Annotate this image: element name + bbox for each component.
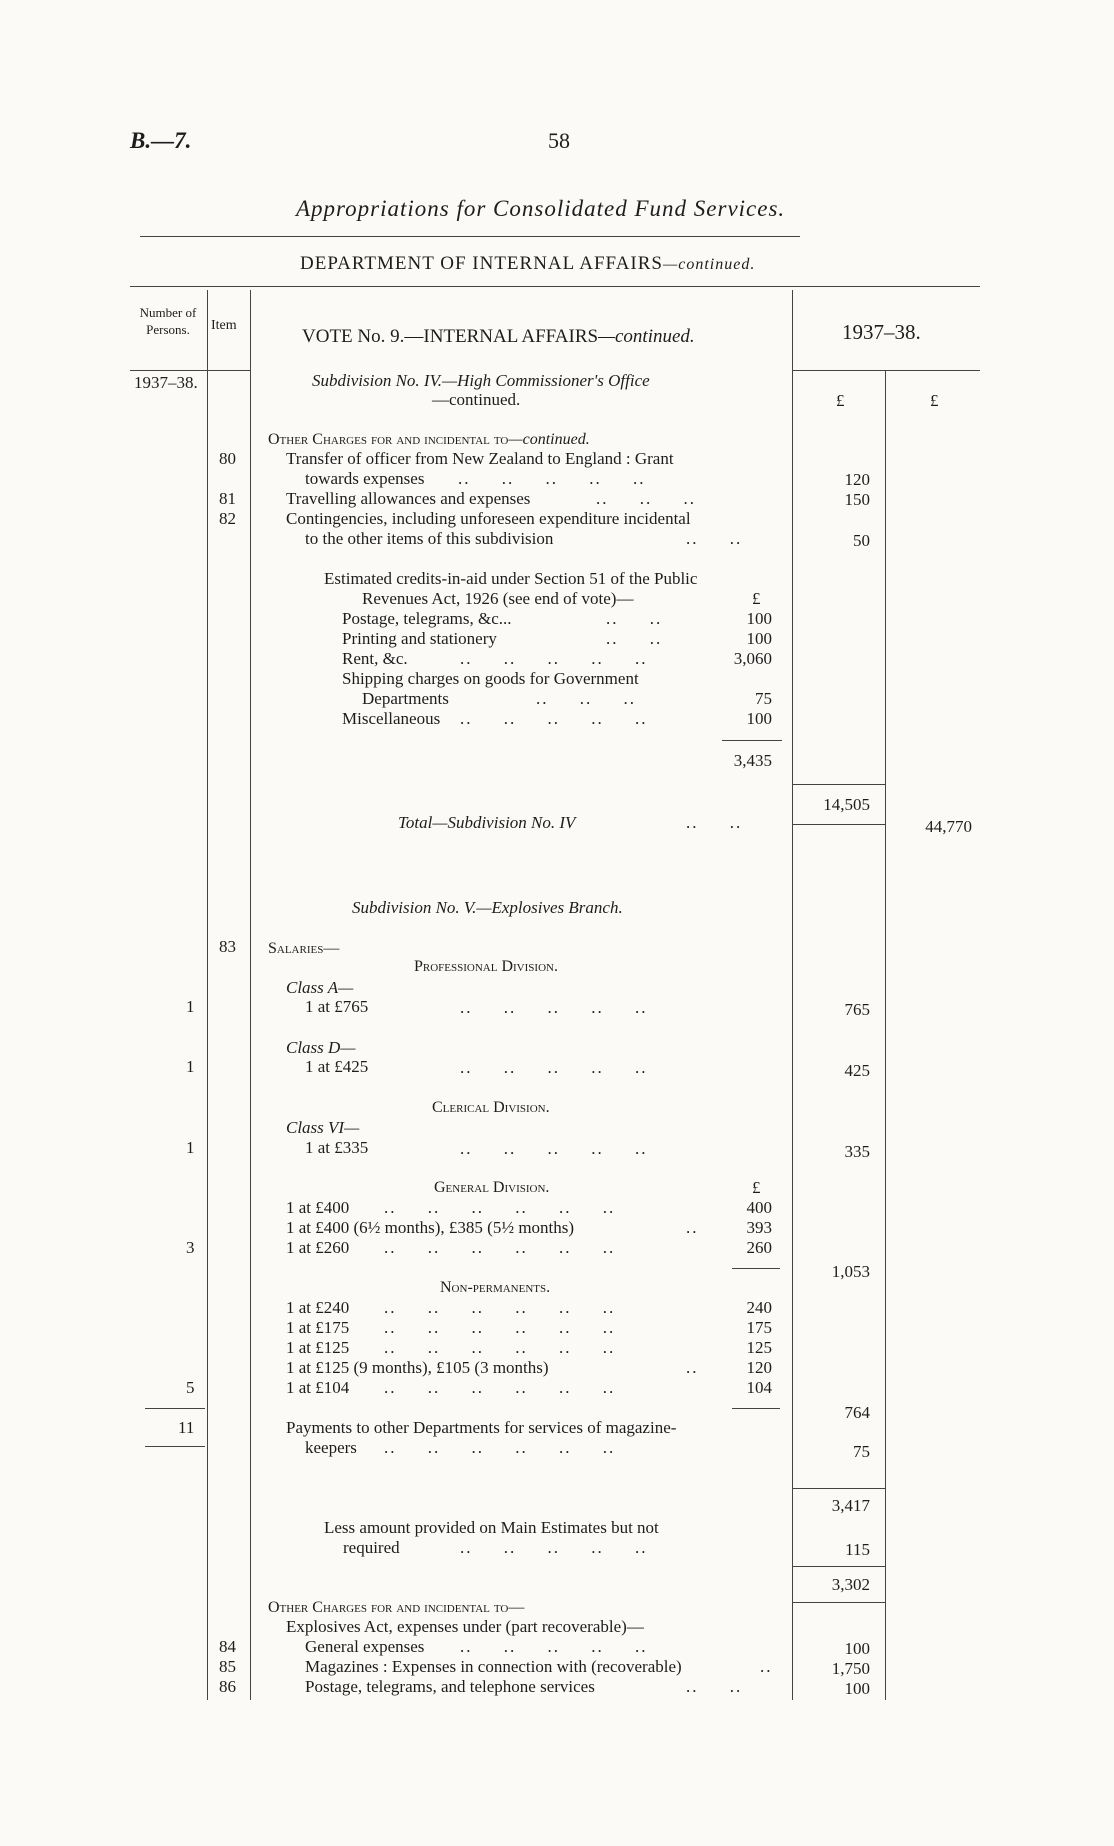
vote-title: VOTE No. 9.—INTERNAL AFFAIRS <box>302 326 599 347</box>
pound-heading-1: £ <box>836 391 845 410</box>
leader-dots: .. .. .. .. .. <box>460 1058 648 1077</box>
credit-label: Rent, &c. <box>342 649 408 668</box>
department-name: DEPARTMENT OF INTERNAL AFFAIRS <box>300 253 663 274</box>
column-divider-item <box>250 290 251 1700</box>
persons-total-rule-bottom <box>145 1446 205 1447</box>
less-amount: 115 <box>845 1540 870 1559</box>
np-subtotal-rule <box>732 1408 780 1409</box>
class-heading: Class VI— <box>286 1118 360 1137</box>
persons-year-heading: 1937–38. <box>134 373 198 392</box>
salary-amount: 125 <box>746 1338 772 1357</box>
leader-dots: .. <box>686 1358 699 1377</box>
non-permanents-total: 764 <box>844 1403 870 1422</box>
item-amount: 50 <box>853 531 870 550</box>
salary-amount: 175 <box>746 1318 772 1337</box>
leader-dots: .. .. .. .. .. <box>460 1637 648 1656</box>
leader-dots: .. .. <box>686 813 743 832</box>
payments-amount: 75 <box>853 1442 870 1461</box>
credit-amount: 100 <box>746 609 772 628</box>
item-amount: 120 <box>844 470 870 489</box>
credit-label: Printing and stationery <box>342 629 497 648</box>
page-title: Appropriations for Consolidated Fund Services. <box>296 196 786 221</box>
persons-total-rule-top <box>145 1408 205 1409</box>
general-total: 1,053 <box>831 1262 870 1281</box>
item-description: General expenses <box>305 1637 425 1656</box>
salary-line: 1 at £125 (9 months), £105 (3 months) <box>286 1358 549 1377</box>
leader-dots: .. .. <box>686 529 743 548</box>
doc-reference: B.—7. <box>130 128 192 153</box>
col-total-rule-bottom <box>792 824 885 825</box>
subtotal-amount: 3,417 <box>831 1496 870 1515</box>
leader-dots: .. .. .. .. .. <box>460 709 648 728</box>
leader-dots: .. .. <box>606 609 663 628</box>
vote-heading <box>302 326 695 348</box>
payments-line: Payments to other Departments for services of magazine- <box>286 1418 677 1437</box>
sub4-other-charges-suffix: —continued. <box>508 431 590 448</box>
item-description: Transfer of officer from New Zealand to England : Grant <box>286 449 674 468</box>
salary-amount: 765 <box>844 1000 870 1019</box>
general-division-heading: General Division. <box>434 1179 550 1196</box>
credits-total-rule <box>722 740 782 741</box>
item-column-heading: Item <box>211 318 237 333</box>
general-subtotal-rule <box>732 1268 780 1269</box>
general-pound: £ <box>752 1178 761 1197</box>
salary-amount: 240 <box>746 1298 772 1317</box>
item-amount: 1,750 <box>831 1659 870 1678</box>
col-total-rule-top <box>792 784 885 785</box>
credits-total: 3,435 <box>733 751 772 770</box>
persons-count: 5 <box>186 1378 195 1397</box>
credits-heading: Estimated credits-in-aid under Section 51 of the Public <box>324 569 698 588</box>
credits-heading-cont: Revenues Act, 1926 (see end of vote)— <box>362 589 634 608</box>
salary-line: 1 at £400 (6½ months), £385 (5½ months) <box>286 1218 575 1237</box>
credit-amount: 100 <box>746 629 772 648</box>
table-top-rule <box>130 286 980 287</box>
item-description-cont: to the other items of this subdivision <box>305 529 554 548</box>
credit-label: Miscellaneous <box>342 709 441 728</box>
net-rule-bottom <box>792 1602 885 1603</box>
sub4-heading-continued: —continued. <box>432 390 521 409</box>
subtotal-rule <box>792 1488 885 1489</box>
sub4-column-total: 14,505 <box>823 795 870 814</box>
item-amount: 150 <box>844 490 870 509</box>
year-heading: 1937–38. <box>842 320 921 344</box>
net-amount: 3,302 <box>831 1575 870 1594</box>
net-rule-top <box>792 1566 885 1567</box>
salary-line: 1 at £425 <box>305 1057 369 1076</box>
sub4-other-charges-label: Other Charges for and incidental to <box>268 431 509 448</box>
item-description: Postage, telegrams, and telephone services <box>305 1677 595 1696</box>
item-number: 83 <box>219 937 236 956</box>
salary-amount: 104 <box>746 1378 772 1397</box>
salary-amount: 400 <box>746 1198 772 1217</box>
item-description: Travelling allowances and expenses <box>286 489 531 508</box>
credits-pound: £ <box>752 589 761 608</box>
leader-dots: .. .. .. .. .. .. <box>384 1298 616 1317</box>
sub4-heading: Subdivision No. IV.—High Commissioner's Office <box>312 371 650 390</box>
department-heading <box>300 253 755 275</box>
leader-dots: .. .. .. .. .. .. <box>384 1318 616 1337</box>
leader-dots: .. <box>686 1218 699 1237</box>
sub4-other-charges <box>268 430 590 450</box>
leader-dots: .. .. .. <box>536 689 636 708</box>
item-number: 84 <box>219 1637 236 1656</box>
salary-amount: 393 <box>746 1218 772 1237</box>
item-number: 85 <box>219 1657 236 1676</box>
leader-dots: .. .. .. .. .. .. <box>384 1378 616 1397</box>
sub5-other-charges: Other Charges for and incidental to— <box>268 1599 525 1616</box>
credit-label-cont: Departments <box>362 689 449 708</box>
persons-count: 1 <box>186 1138 195 1157</box>
explosives-act-line: Explosives Act, expenses under (part recoverable)— <box>286 1617 644 1636</box>
salary-line: 1 at £104 <box>286 1378 350 1397</box>
item-number: 86 <box>219 1677 236 1696</box>
credit-amount: 75 <box>755 689 772 708</box>
persons-count: 1 <box>186 997 195 1016</box>
department-suffix: —continued. <box>663 256 756 273</box>
salaries-heading: Salaries— <box>268 940 340 957</box>
page-number: 58 <box>548 128 570 153</box>
item-description: Magazines : Expenses in connection with (recoverable) <box>305 1657 682 1676</box>
item-number: 81 <box>219 489 236 508</box>
salary-line: 1 at £240 <box>286 1298 350 1317</box>
salary-line: 1 at £765 <box>305 997 369 1016</box>
pound-heading-2: £ <box>930 391 939 410</box>
item-amount: 100 <box>844 1639 870 1658</box>
salary-line: 1 at £335 <box>305 1138 369 1157</box>
leader-dots: .. .. .. .. .. <box>460 649 648 668</box>
credit-label: Shipping charges on goods for Government <box>342 669 639 688</box>
persons-count: 1 <box>186 1057 195 1076</box>
leader-dots: .. .. .. .. .. .. <box>384 1238 616 1257</box>
column-divider-amount2 <box>885 370 886 1700</box>
persons-count: 3 <box>186 1238 195 1257</box>
salary-line: 1 at £260 <box>286 1238 350 1257</box>
sub5-heading: Subdivision No. V.—Explosives Branch. <box>352 898 623 917</box>
item-description: Contingencies, including unforeseen expenditure incidental <box>286 509 691 528</box>
non-permanents-heading: Non-permanents. <box>440 1279 551 1296</box>
credit-amount: 100 <box>746 709 772 728</box>
sub4-total-label: Total—Subdivision No. IV <box>398 813 576 832</box>
leader-dots: .. .. .. .. .. .. <box>384 1198 616 1217</box>
leader-dots: .. .. .. .. .. .. <box>384 1438 616 1457</box>
less-line-cont: required <box>343 1538 400 1557</box>
item-number: 82 <box>219 509 236 528</box>
class-heading: Class A— <box>286 978 354 997</box>
salary-line: 1 at £175 <box>286 1318 350 1337</box>
leader-dots: .. .. .. <box>596 489 696 508</box>
item-amount: 100 <box>844 1679 870 1698</box>
credit-amount: 3,060 <box>733 649 772 668</box>
credit-label: Postage, telegrams, &c... <box>342 609 512 628</box>
header-bottom-rule-right <box>792 370 980 371</box>
column-divider-persons <box>207 290 208 1700</box>
salary-amount: 425 <box>844 1061 870 1080</box>
salary-amount: 335 <box>844 1142 870 1161</box>
class-heading: Class D— <box>286 1038 356 1057</box>
leader-dots: .. .. <box>686 1677 743 1696</box>
salary-line: 1 at £125 <box>286 1338 350 1357</box>
persons-column-heading: Number of Persons. <box>139 305 197 337</box>
title-rule <box>140 236 800 237</box>
payments-line-cont: keepers <box>305 1438 357 1457</box>
salary-line: 1 at £400 <box>286 1198 350 1217</box>
clerical-division-heading: Clerical Division. <box>432 1099 550 1116</box>
less-line: Less amount provided on Main Estimates but not <box>324 1518 659 1537</box>
item-description-cont: towards expenses <box>305 469 425 488</box>
professional-division-heading: Professional Division. <box>414 958 558 975</box>
sub4-grand-total: 44,770 <box>925 817 972 836</box>
leader-dots: .. .. .. .. .. .. <box>384 1338 616 1357</box>
leader-dots: .. .. .. .. .. <box>460 1139 648 1158</box>
leader-dots: .. .. <box>606 629 663 648</box>
leader-dots: .. .. .. .. .. <box>458 469 646 488</box>
leader-dots: .. .. .. .. .. <box>460 998 648 1017</box>
persons-total: 11 <box>178 1418 195 1437</box>
leader-dots: .. .. .. .. .. <box>460 1538 648 1557</box>
header-bottom-rule-left <box>130 370 250 371</box>
salary-amount: 260 <box>746 1238 772 1257</box>
vote-suffix: —continued. <box>598 326 695 347</box>
salary-amount: 120 <box>746 1358 772 1377</box>
item-number: 80 <box>219 449 236 468</box>
leader-dots: .. <box>760 1657 773 1676</box>
